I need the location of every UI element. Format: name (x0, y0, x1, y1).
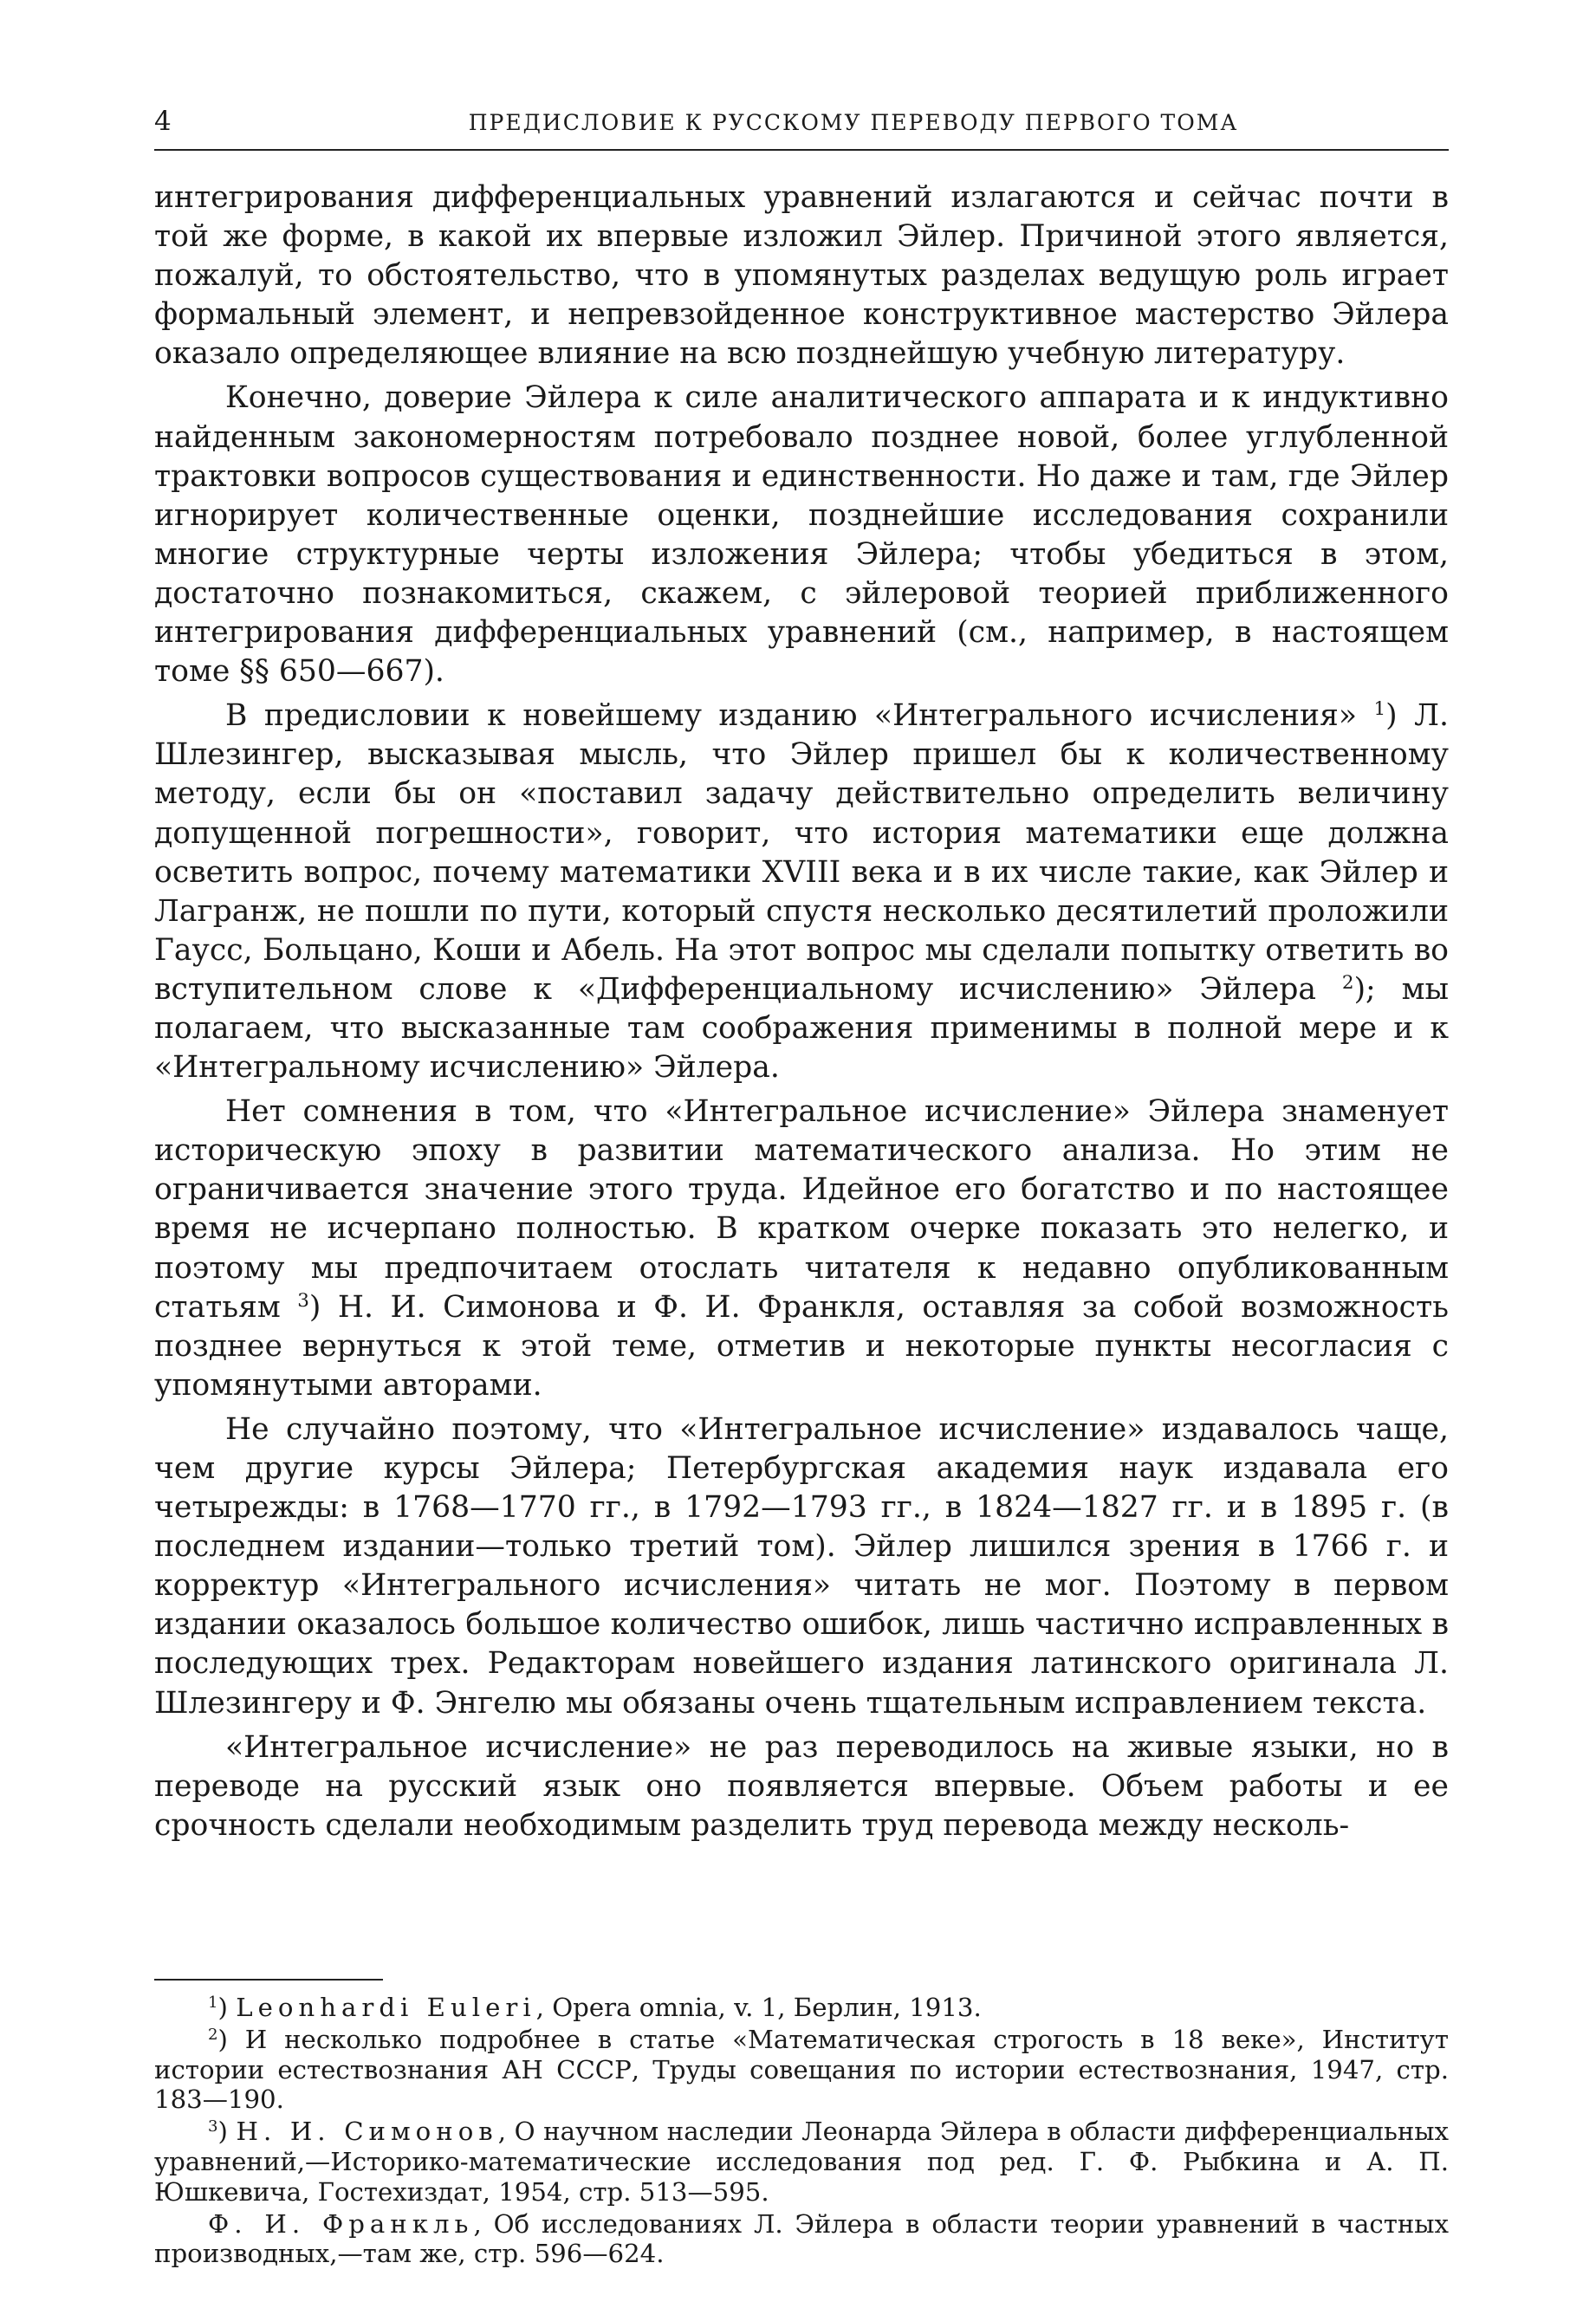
footnote-divider (154, 1979, 383, 1981)
footnote-ref-2: 2 (1341, 972, 1354, 995)
paragraph-4 (154, 1092, 1449, 1405)
footnote-ref-1: 1 (1373, 698, 1386, 721)
footnote-mark: 2 (208, 2025, 218, 2044)
running-head: ПРЕДИСЛОВИЕ К РУССКОМУ ПЕРЕВОДУ ПЕРВОГО ТОМА (468, 110, 1239, 135)
page-header (154, 102, 1449, 151)
footnote-author: Н. И. Симонов (236, 2117, 498, 2147)
paragraph-1: интегрирования дифференциальных уравнений излагаются и сейчас почти в той же форме, в какой их впервые изложил Эйлер. Причиной этого является, пожалуй, то обстоятельство, что в упомянутых разделах ведущую роль играет формальный элемент, и непревзойденное конструктивное мастерство Эйлера оказало определяющее влияние на всю позднейшую учебную литературу. (154, 180, 1449, 372)
paragraph-5: Не случайно поэтому, что «Интегральное исчисление» издавалось чаще, чем другие курсы Эйлера; Петербургская академия наук издавала его четырежды: в 1768—1770 гг., в 1792—1793 гг., в 1824—1827 гг. и в 1895 г. (в последнем издании—только третий том). Эйлер лишился зрения в 1766 г. и корректур «Интегрального исчисления» читать не мог. Поэтому в первом издании оказалось большое количество ошибок, лишь частично исправленных в последующих трех. Редакторам новейшего издания латинского оригинала Л. Шлезингеру и Ф. Энгелю мы обязаны очень тщательным исправлением текста. (154, 1411, 1449, 1721)
footnote-ref-3: 3 (297, 1289, 309, 1312)
paragraph-6: «Интегральное исчисление» не раз переводилось на живые языки, но в переводе на русский язык оно появляется впервые. Объем работы и ее срочность сделали необходимым разделить труд перевода между несколь- (154, 1729, 1449, 1843)
footnote-2: $^2$) И несколько подробнее в статье «Математическая строгость в 18 веке», Институт истории естествознания АН СССР, Труды совещания по истории естествознания, 1947, стр. 183—190. (154, 2024, 1449, 2115)
paragraph-3-text-b: ) Л. Шлезингер, высказывая мысль, что Эйлер пришел бы к количественному методу, если бы он «поставил задачу действительно определить величину допущенной погрешности», говорит, что история математики еще должна осветить вопрос, почему математики XVIII века и в их числе такие, как Эйлер и Лагранж, не пошли по пути, который спустя несколько десятилетий проложили Гаусс, Больцано, Коши и Абель. На этот вопрос мы сделали попытку ответить во вступительном слове к «Дифференциальному исчислению» Эйлера (154, 698, 1450, 1007)
paragraph-4-text-a: Нет сомнения в том, что «Интегральное исчисление» Эйлера знаменует историческую эпоху в развитии математического анализа. Но этим не ограничивается значение этого труда. Идейное его богатство и по настоящее время не исчерпано полностью. В кратком очерке показать это нелегко, и поэтому мы предпочитаем отослать читателя к недавно опубликованным статьям (154, 1094, 1449, 1325)
footnote-3: $^3$) Н. И. Симонов, О научном наследии Леонарда Эйлера в области дифференциальных уравнений,—Историко-математические исследования под ред. Г. Ф. Рыбкина и А. П. Юшкевича, Гостехиздат, 1954, стр. 513—595. (154, 2117, 1449, 2207)
footnote-author: Ф. И. Франкль (208, 2208, 474, 2239)
footnote-text: , Об исследованиях Л. Эйлера в области теории уравнений в частных производных,—там же, стр. 596—624. (154, 2208, 1449, 2269)
footnote-1: $^1$) Leonhardi Euleri, Opera omnia, v. 1, Берлин, 1913. (208, 1993, 982, 2022)
footnote-text: , Opera omnia, v. 1, Берлин, 1913. (535, 1993, 982, 2022)
footnote-mark: 1 (208, 1994, 218, 2013)
paragraph-3-text-a: В предисловии к новейшему изданию «Интегрального исчисления» (225, 698, 1374, 734)
footnote-author: Leonhardi Euleri (236, 1993, 536, 2022)
footnote-text: , О научном наследии Леонарда Эйлера в области дифференциальных уравнений,—Историко-математические исследования под ред. Г. Ф. Рыбкина и А. П. Юшкевича, Гостехиздат, 1954, стр. 513—595. (154, 2117, 1449, 2207)
paragraph-3 (154, 697, 1449, 1087)
paragraph-3-text-c: ); мы полагаем, что высказанные там соображения применимы в полной мере и к «Интегральному исчислению» Эйлера. (154, 971, 1449, 1086)
footnote-mark: 3 (208, 2117, 218, 2136)
page-number: 4 (154, 106, 172, 137)
paragraph-2: Конечно, доверие Эйлера к силе аналитического аппарата и к индуктивно найденным закономерностям потребовало позднее новой, более углубленной трактовки вопросов существования и единственности. Но даже и там, где Эйлер игнорирует количественные оценки, позднейшие исследования сохранили многие структурные черты изложения Эйлера; чтобы убедиться в этом, достаточно познакомиться, скажем, с эйлеровой теорией приближенного интегрирования дифференциальных уравнений (см., например, в настоящем томе §§ 650—667). (154, 380, 1449, 690)
paragraph-4-text-b: ) Н. И. Симонова и Ф. И. Франкля, оставляя за собой возможность позднее вернуться к этой теме, отметив и некоторые пункты несогласия с упомянутыми авторами. (154, 1289, 1449, 1403)
footnote-text: И несколько подробнее в статье «Математическая строгость в 18 веке», Институт истории естествознания АН СССР, Труды совещания по истории естествознания, 1947, стр. 183—190. (154, 2024, 1449, 2115)
footnotes (154, 1993, 1449, 2271)
footnote-3-continued (154, 2209, 1449, 2270)
main-text (154, 178, 1449, 1851)
